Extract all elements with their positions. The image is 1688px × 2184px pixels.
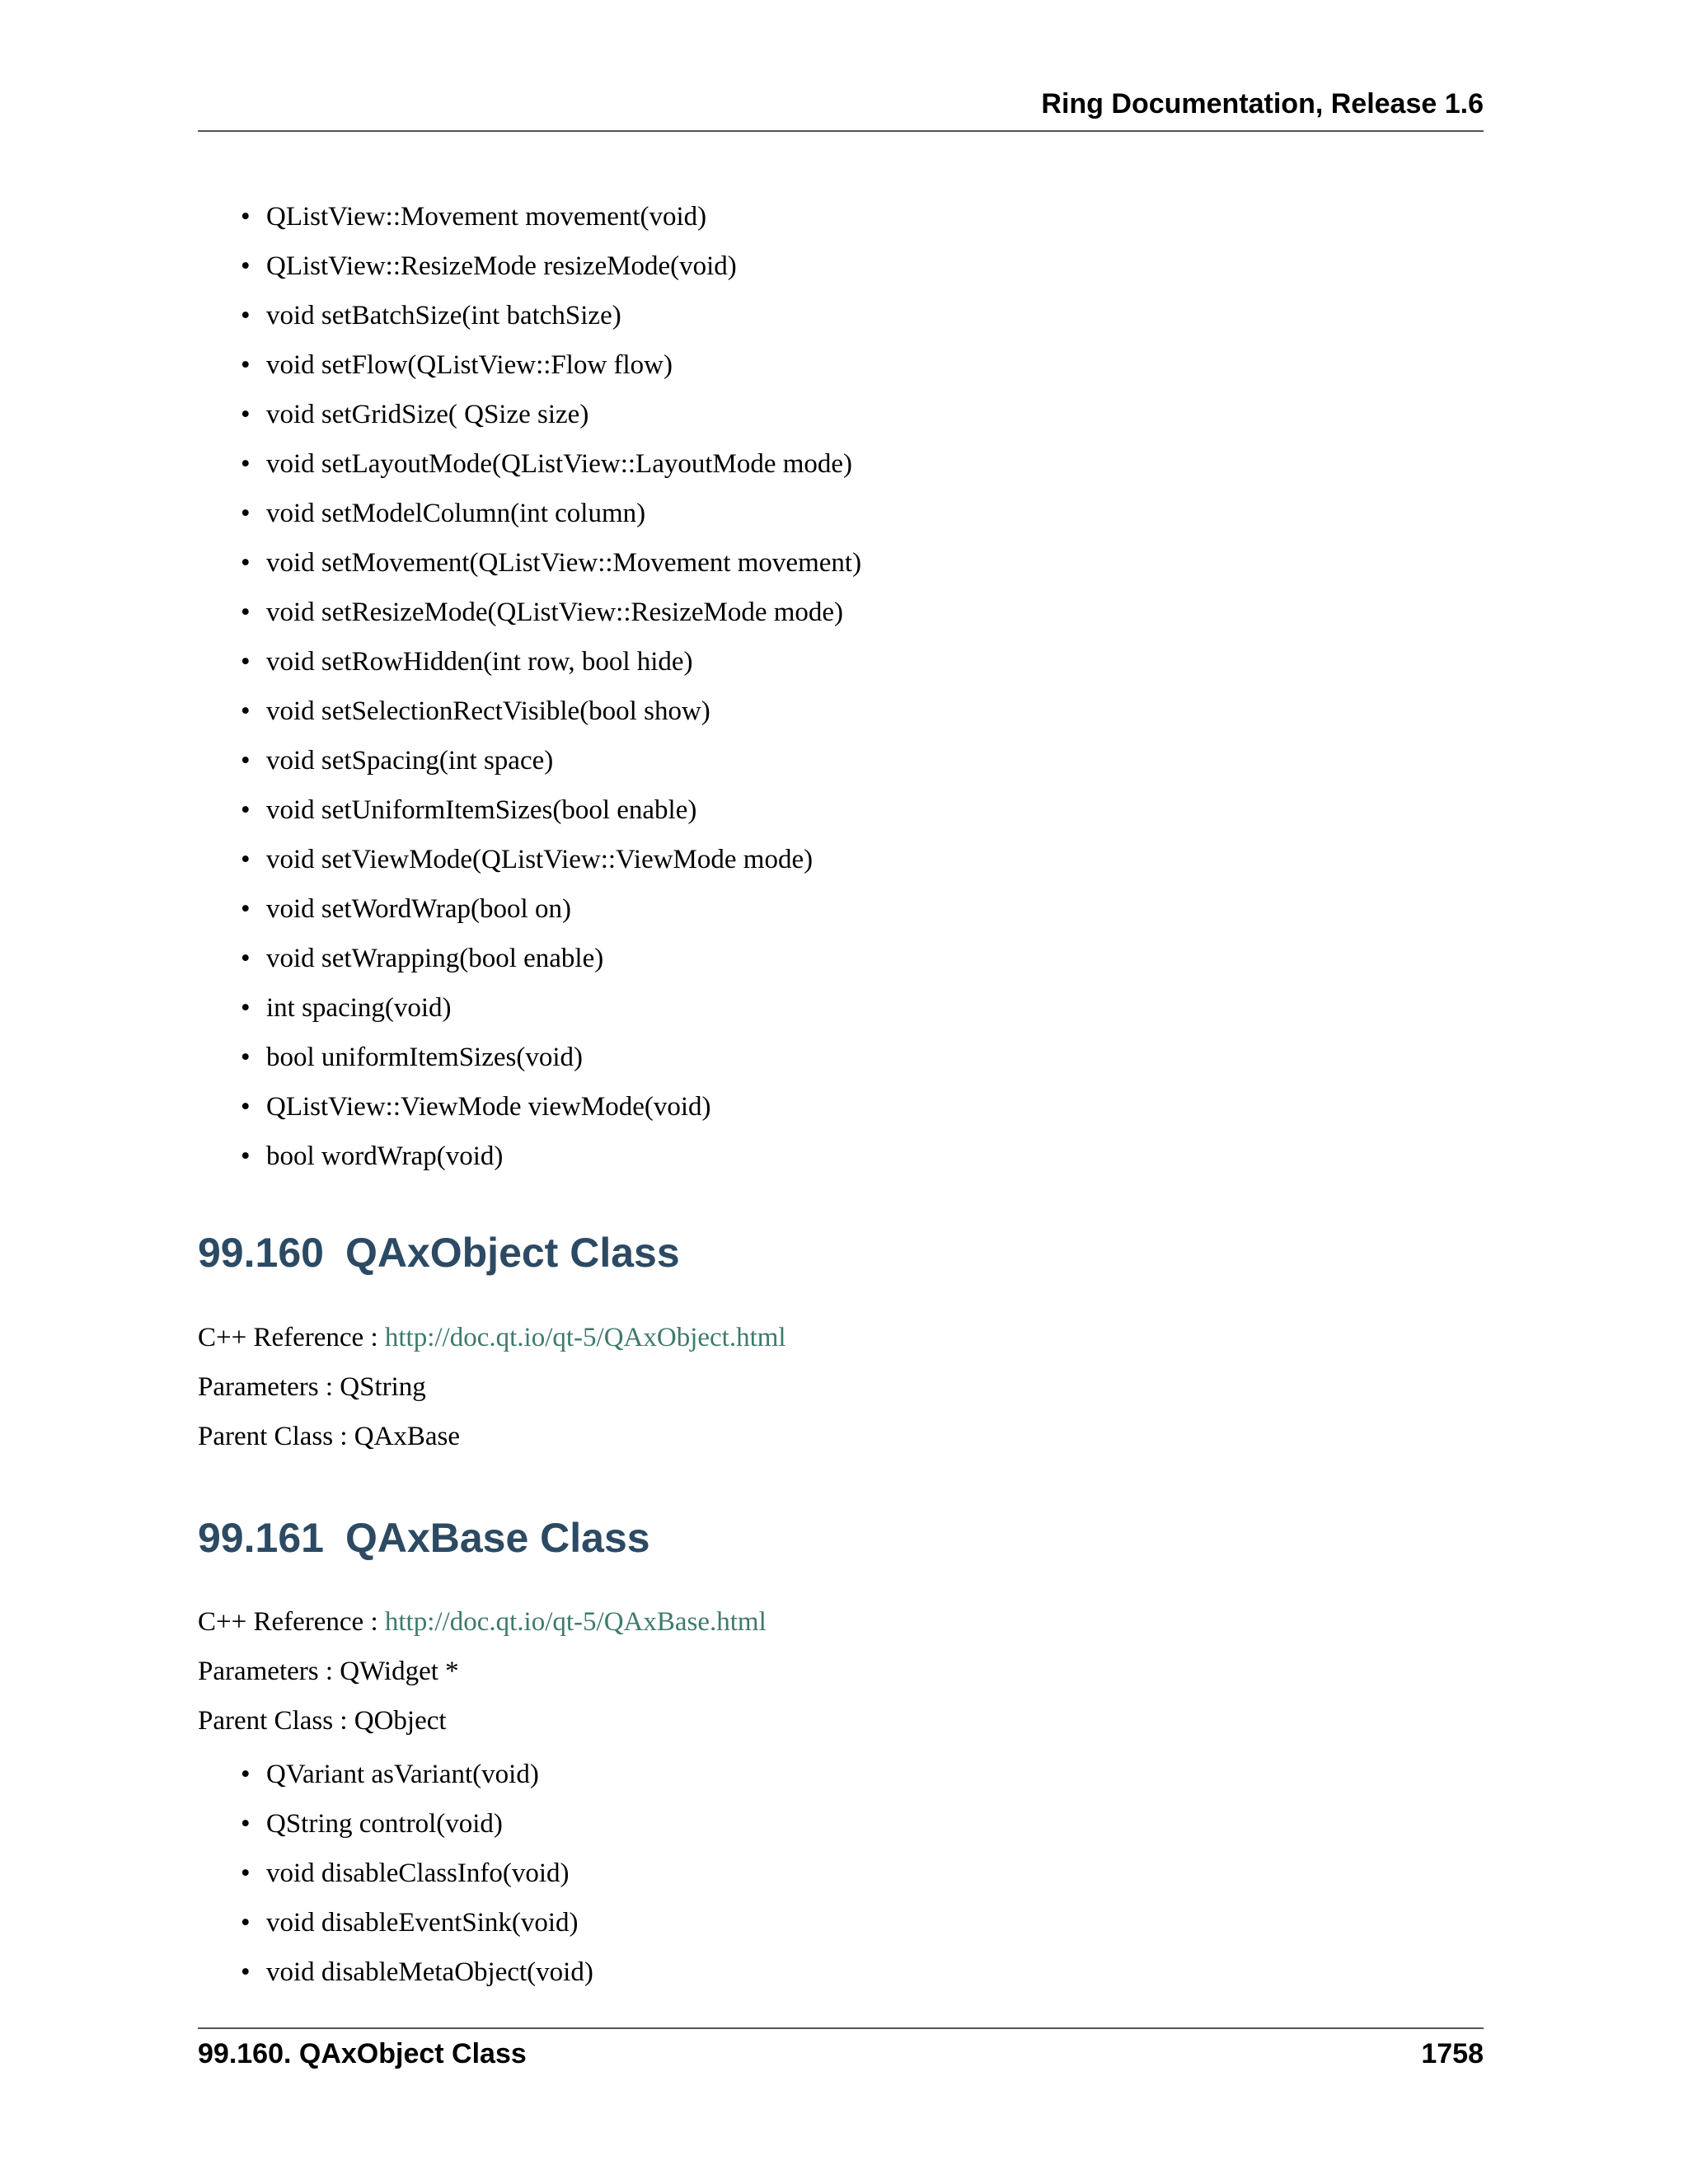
list-item (198, 884, 861, 934)
method-signature: int spacing(void) (266, 993, 452, 1023)
reference-link[interactable]: http://doc.qt.io/qt-5/QAxObject.html (384, 1323, 786, 1352)
method-signature: void setRowHidden(int row, bool hide) (266, 647, 693, 677)
list-item (198, 1947, 593, 1997)
method-list-qaxbase (198, 1750, 593, 1997)
list-item (198, 439, 861, 489)
list-item (198, 340, 861, 390)
list-item (198, 736, 861, 785)
list-item (198, 1799, 593, 1849)
bullet-icon: • (241, 894, 251, 924)
bullet-icon: • (241, 1809, 251, 1839)
parent-class-line: Parent Class : QObject (198, 1706, 447, 1736)
method-signature: bool wordWrap(void) (266, 1141, 504, 1171)
list-item (198, 1849, 593, 1898)
method-list-qlistview (198, 192, 861, 1181)
method-signature: void setWrapping(bool enable) (266, 944, 604, 973)
method-signature: void disableClassInfo(void) (266, 1858, 570, 1888)
section-heading-qaxbase (198, 1513, 650, 1563)
parameters-line: Parameters : QWidget * (198, 1657, 459, 1686)
page-number: 1758 (1421, 2038, 1484, 2069)
bullet-icon: • (241, 449, 251, 479)
bullet-icon: • (241, 696, 251, 726)
bullet-icon: • (241, 400, 251, 429)
method-signature: void setBatchSize(int batchSize) (266, 301, 621, 330)
method-signature: QVariant asVariant(void) (266, 1760, 539, 1789)
method-signature: void setModelColumn(int column) (266, 499, 646, 528)
list-item (198, 1750, 593, 1799)
cpp-reference-line (198, 1597, 767, 1647)
bullet-icon: • (241, 202, 251, 232)
footer-section-title: 99.160. QAxObject Class (198, 2038, 527, 2069)
list-item (198, 785, 861, 835)
cpp-reference-line (198, 1313, 786, 1362)
page-footer (198, 2027, 1484, 2079)
method-signature: void setViewMode(QListView::ViewMode mode) (266, 845, 814, 874)
list-item (198, 637, 861, 687)
list-item (198, 687, 861, 736)
method-signature: void setMovement(QListView::Movement movement) (266, 548, 862, 578)
bullet-icon: • (241, 1858, 251, 1888)
method-signature: void disableMetaObject(void) (266, 1957, 593, 1987)
parent-class-line: Parent Class : QAxBase (198, 1422, 461, 1451)
method-signature: void setGridSize( QSize size) (266, 400, 589, 429)
list-item (198, 1132, 861, 1181)
method-signature: void setSelectionRectVisible(bool show) (266, 696, 710, 726)
bullet-icon: • (241, 1760, 251, 1789)
bullet-icon: • (241, 993, 251, 1023)
bullet-icon: • (241, 1043, 251, 1072)
list-item (198, 241, 861, 291)
list-item (198, 1082, 861, 1132)
bullet-icon: • (241, 251, 251, 281)
bullet-icon: • (241, 1092, 251, 1122)
page-header (198, 88, 1484, 132)
reference-label: C++ Reference : (198, 1607, 385, 1637)
list-item (198, 489, 861, 538)
bullet-icon: • (241, 350, 251, 380)
bullet-icon: • (241, 598, 251, 627)
method-signature: QListView::ViewMode viewMode(void) (266, 1092, 711, 1122)
bullet-icon: • (241, 301, 251, 330)
list-item (198, 588, 861, 637)
bullet-icon: • (241, 795, 251, 825)
section-number: 99.160 (198, 1230, 324, 1276)
bullet-icon: • (241, 845, 251, 874)
section-title: QAxBase Class (345, 1515, 650, 1561)
section-heading-qaxobject (198, 1228, 680, 1277)
method-signature: void setFlow(QListView::Flow flow) (266, 350, 673, 380)
list-item (198, 192, 861, 241)
bullet-icon: • (241, 647, 251, 677)
method-signature: QListView::Movement movement(void) (266, 202, 707, 232)
list-item (198, 1898, 593, 1947)
bullet-icon: • (241, 1908, 251, 1938)
method-signature: void setWordWrap(bool on) (266, 894, 571, 924)
bullet-icon: • (241, 746, 251, 776)
method-signature: QListView::ResizeMode resizeMode(void) (266, 251, 737, 281)
list-item (198, 291, 861, 340)
list-item (198, 1033, 861, 1082)
list-item (198, 390, 861, 439)
list-item (198, 538, 861, 588)
method-signature: void disableEventSink(void) (266, 1908, 579, 1938)
method-signature: void setUniformItemSizes(bool enable) (266, 795, 697, 825)
section-number: 99.161 (198, 1515, 324, 1561)
list-item (198, 983, 861, 1033)
method-signature: bool uniformItemSizes(void) (266, 1043, 584, 1072)
method-signature: QString control(void) (266, 1809, 503, 1839)
reference-label: C++ Reference : (198, 1323, 385, 1352)
parameters-line: Parameters : QString (198, 1372, 426, 1402)
document-title: Ring Documentation, Release 1.6 (1041, 88, 1484, 120)
list-item (198, 835, 861, 884)
section-title: QAxObject Class (345, 1230, 680, 1276)
method-signature: void setSpacing(int space) (266, 746, 554, 776)
method-signature: void setResizeMode(QListView::ResizeMode mode) (266, 598, 844, 627)
reference-link[interactable]: http://doc.qt.io/qt-5/QAxBase.html (384, 1607, 767, 1637)
bullet-icon: • (241, 1141, 251, 1171)
bullet-icon: • (241, 548, 251, 578)
bullet-icon: • (241, 1957, 251, 1987)
list-item (198, 934, 861, 983)
bullet-icon: • (241, 499, 251, 528)
method-signature: void setLayoutMode(QListView::LayoutMode mode) (266, 449, 853, 479)
bullet-icon: • (241, 944, 251, 973)
